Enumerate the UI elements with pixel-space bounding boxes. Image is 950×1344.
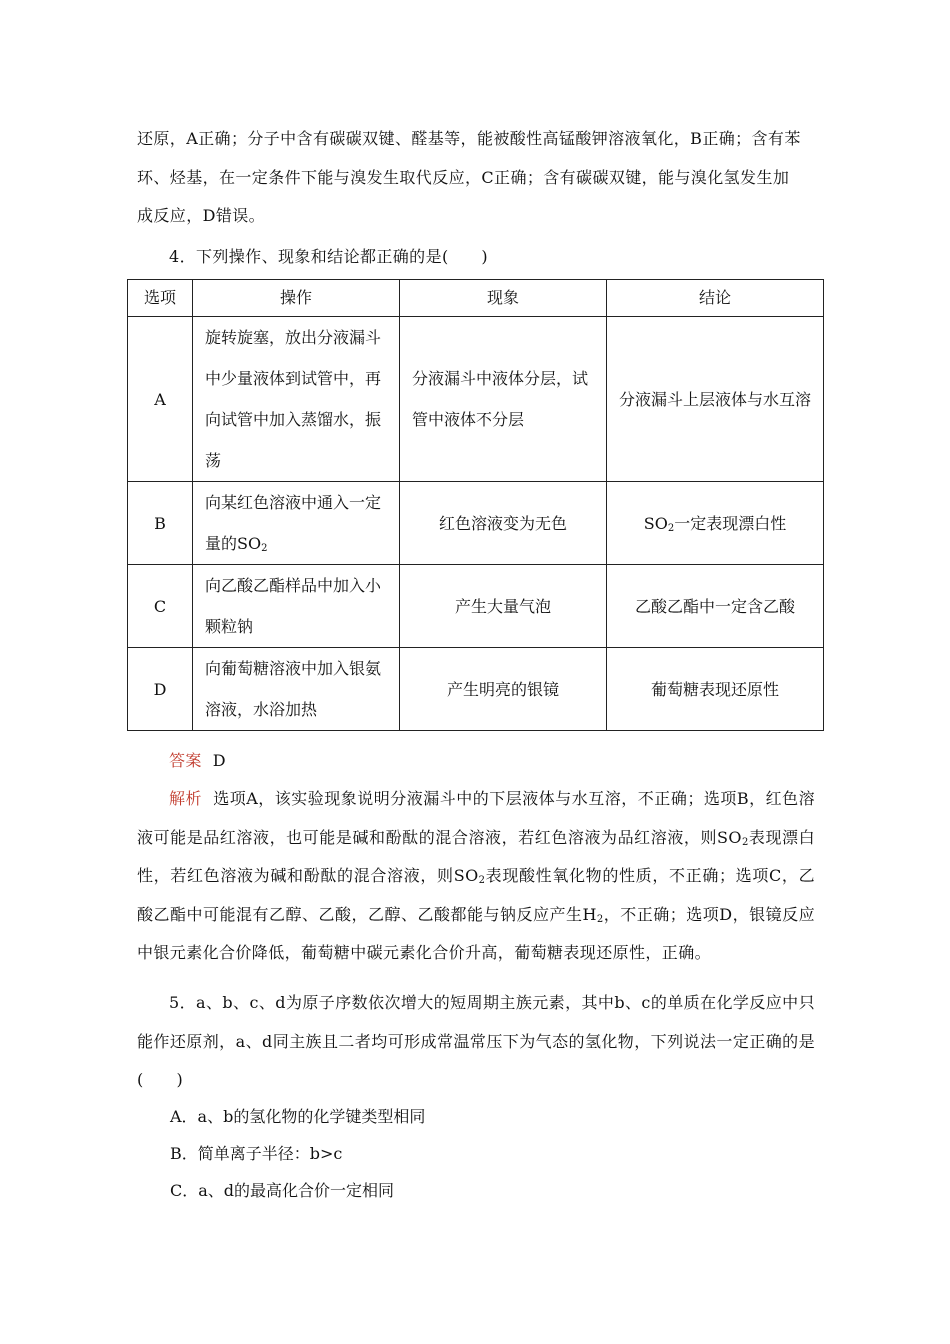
row-a-operation: 旋转旋塞，放出分液漏斗中少量液体到试管中，再向试管中加入蒸馏水，振荡 — [193, 317, 400, 482]
row-a-conclusion: 分液漏斗上层液体与水互溶 — [607, 317, 824, 482]
row-b-conclusion: $SO_2$一定表现漂白性 — [607, 482, 824, 565]
row-d-conclusion: 葡萄糖表现还原性 — [607, 648, 824, 731]
row-c-phenomenon: 产生大量气泡 — [400, 565, 607, 648]
table-row — [128, 648, 824, 731]
answer-label: 答案 — [169, 751, 202, 770]
question-5-option-a: A．a、b的氢化物的化学键类型相同 — [170, 1107, 426, 1126]
header-conclusion: 结论 — [607, 280, 824, 317]
row-c-operation: 向乙酸乙酯样品中加入小颗粒钠 — [193, 565, 400, 648]
row-b-phenomenon: 红色溶液变为无色 — [400, 482, 607, 565]
question-5-option-b: B．简单离子半径：b>c — [170, 1144, 343, 1163]
row-d-option: D — [128, 648, 193, 731]
row-c-conclusion: 乙酸乙酯中一定含乙酸 — [607, 565, 824, 648]
intro-line-3: 成反应，D错误。 — [137, 206, 266, 225]
question-5-stem: 5．a、b、c、d为原子序数依次增大的短周期主族元素，其中b、c的单质在化学反应中只能作还原剂，a、d同主族且二者均可形成常温常压下为气态的氢化物，下列说法一定正确的是( ) — [137, 993, 815, 1089]
row-b-operation: 向某红色溶液中通入一定量的$SO_2$ — [193, 482, 400, 565]
intro-line-1: 还原，A正确；分子中含有碳碳双键、醛基等，能被酸性高锰酸钾溶液氧化，B正确；含有苯 — [137, 129, 801, 148]
table-row — [128, 317, 824, 482]
answer-line — [137, 742, 815, 781]
intro-line-2: 环、烃基，在一定条件下能与溴发生取代反应，C正确；含有碳碳双键，能与溴化氢发生加 — [137, 167, 790, 187]
row-b-option: B — [128, 482, 193, 565]
row-a-option: A — [128, 317, 193, 482]
header-phenomenon: 现象 — [400, 280, 607, 317]
header-operation: 操作 — [193, 280, 400, 317]
row-c-option: C — [128, 565, 193, 648]
table-row — [128, 565, 824, 648]
row-a-phenomenon: 分液漏斗中液体分层，试管中液体不分层 — [400, 317, 607, 482]
question-4-stem: 4．下列操作、现象和结论都正确的是( ) — [169, 247, 489, 266]
row-d-operation: 向葡萄糖溶液中加入银氨溶液，水浴加热 — [193, 648, 400, 731]
table-header-row — [128, 280, 824, 317]
analysis-paragraph: 解析 选项A，该实验现象说明分液漏斗中的下层液体与水互溶，不正确；选项B，红色溶液可能是品红溶液，也可能是碱和酚酞的混合溶液，若红色溶液为品红溶液，则$SO_2$表现漂白性，若红色溶液为碱和酚酞的混合溶液，则$SO_2$表现酸性氧化物的性质，不正确；选项C，乙酸乙酯中可能混有乙醇、乙酸，乙醇、乙酸都能与钠反应产生$H_2$，不正确；选项D，银镜反应中银元素化合价降低，葡萄糖中碳元素化合价升高，葡萄糖表现还原性，正确。 — [137, 789, 816, 962]
row-d-phenomenon: 产生明亮的银镜 — [400, 648, 607, 731]
header-option: 选项 — [128, 280, 193, 317]
analysis-label: 解析 — [169, 789, 203, 808]
answer-value: D — [212, 751, 227, 770]
intro-paragraph — [137, 120, 815, 236]
question-4-table — [127, 279, 824, 731]
table-row — [128, 482, 824, 565]
question-5-option-c: C．a、d的最高化合价一定相同 — [170, 1181, 395, 1200]
